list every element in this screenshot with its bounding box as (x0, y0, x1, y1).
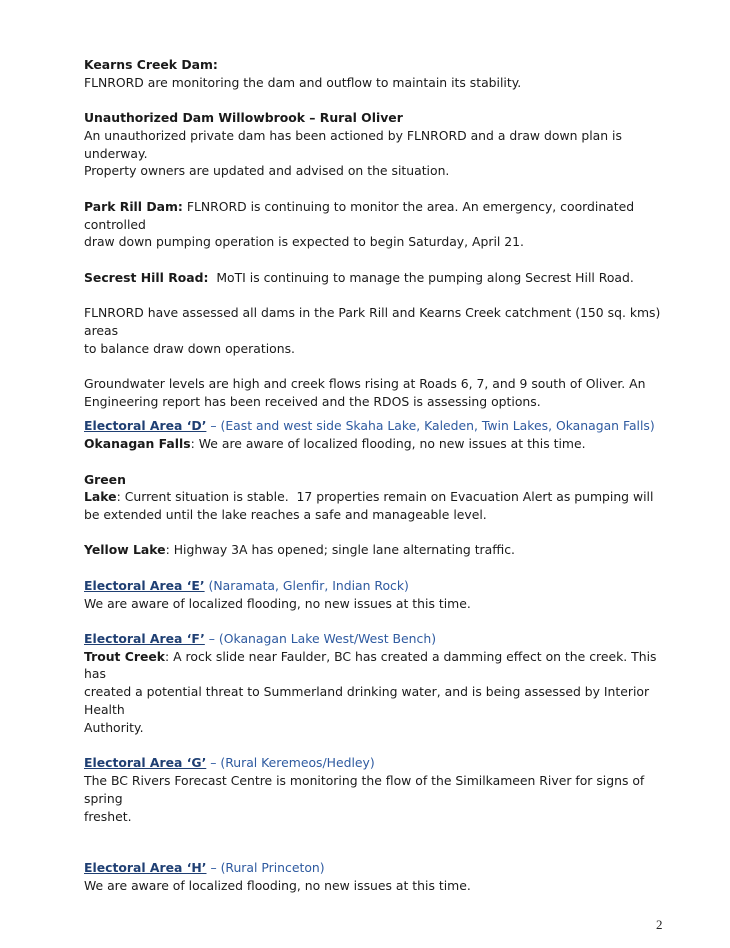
park-rill-heading: Park Rill Dam: (84, 198, 183, 214)
area-f-header (84, 630, 674, 648)
kearns-creek-text: FLNRORD are monitoring the dam and outflow to maintain its stability. (84, 74, 522, 90)
area-e-link[interactable]: Electoral Area ‘E’ (84, 577, 205, 593)
flnrord-assessed-text-2: to balance draw down operations. (84, 340, 295, 356)
area-h-header (84, 859, 674, 877)
willowbrook-text-2: Property owners are updated and advised on the situation. (84, 163, 450, 179)
area-e-text: We are aware of localized flooding, no new issues at this time. (84, 595, 471, 611)
area-d-header (84, 417, 674, 435)
kearns-creek-heading: Kearns Creek Dam: (84, 57, 218, 72)
area-g-description: – (Rural Keremeos/Hedley) (206, 755, 375, 771)
area-f-description: – (Okanagan Lake West/West Bench) (204, 630, 437, 646)
trout-creek-heading: Trout Creek (84, 648, 166, 664)
secrest-heading: Secrest Hill Road: (84, 269, 209, 285)
area-h-text: We are aware of localized flooding, no new issues at this time. (84, 878, 471, 894)
park-rill-paragraph: Park Rill Dam: FLNRORD is continuing to monitor the area. An emergency, coordinated controlled (84, 198, 635, 232)
groundwater-text-1: Groundwater levels are high and creek flows rising at Roads 6, 7, and 9 south of Oliver. An (84, 375, 646, 391)
area-h-description: – (Rural Princeton) (206, 860, 325, 876)
okanagan-falls-heading: Okanagan Falls (84, 436, 191, 452)
green-lake-heading: Green Lake (84, 471, 126, 505)
area-e-header (84, 577, 674, 595)
area-g-text-2: freshet. (84, 808, 132, 824)
trout-creek-paragraph: Trout Creek: A rock slide near Faulder, BC has created a damming effect on the creek. This has (84, 648, 657, 682)
area-d-description: – (East and west side Skaha Lake, Kaleden, Twin Lakes, Okanagan Falls) (206, 418, 655, 434)
area-d-link[interactable]: Electoral Area ‘D’ (84, 418, 207, 434)
trout-creek-text-2: created a potential threat to Summerland drinking water, and is being assessed by Interior Health (84, 684, 650, 718)
area-g-header (84, 754, 674, 772)
park-rill-text-2: draw down pumping operation is expected to begin Saturday, April 21. (84, 234, 524, 250)
yellow-lake-heading: Yellow Lake (84, 542, 166, 558)
green-lake-paragraph: Green Lake: Current situation is stable. 17 properties remain on Evacuation Alert as pumping will (84, 471, 654, 505)
area-g-text-1: The BC Rivers Forecast Centre is monitoring the flow of the Similkameen River for signs of spring (84, 772, 645, 806)
okanagan-falls-paragraph: Okanagan Falls: We are aware of localized flooding, no new issues at this time. (84, 436, 586, 452)
willowbrook-heading: Unauthorized Dam Willowbrook – Rural Oliver (84, 110, 403, 126)
willowbrook-text-1: An unauthorized private dam has been actioned by FLNRORD and a draw down plan is underway. (84, 127, 622, 161)
green-lake-text-2: be extended until the lake reaches a safe and manageable level. (84, 507, 487, 523)
flnrord-assessed-text-1: FLNRORD have assessed all dams in the Park Rill and Kearns Creek catchment (150 sq. kms) areas (84, 304, 661, 338)
area-f-link[interactable]: Electoral Area ‘F’ (84, 630, 205, 646)
area-h-link[interactable]: Electoral Area ‘H’ (84, 860, 207, 876)
document-body (84, 56, 674, 895)
secrest-paragraph: Secrest Hill Road: MoTI is continuing to manage the pumping along Secrest Hill Road. (84, 269, 634, 285)
trout-creek-text-3: Authority. (84, 719, 144, 735)
area-e-description: (Naramata, Glenfir, Indian Rock) (204, 577, 409, 593)
groundwater-text-2: Engineering report has been received and the RDOS is assessing options. (84, 393, 541, 409)
area-g-link[interactable]: Electoral Area ‘G’ (84, 755, 207, 771)
yellow-lake-paragraph: Yellow Lake: Highway 3A has opened; single lane alternating traffic. (84, 542, 515, 558)
page-number: 2 (656, 917, 663, 932)
